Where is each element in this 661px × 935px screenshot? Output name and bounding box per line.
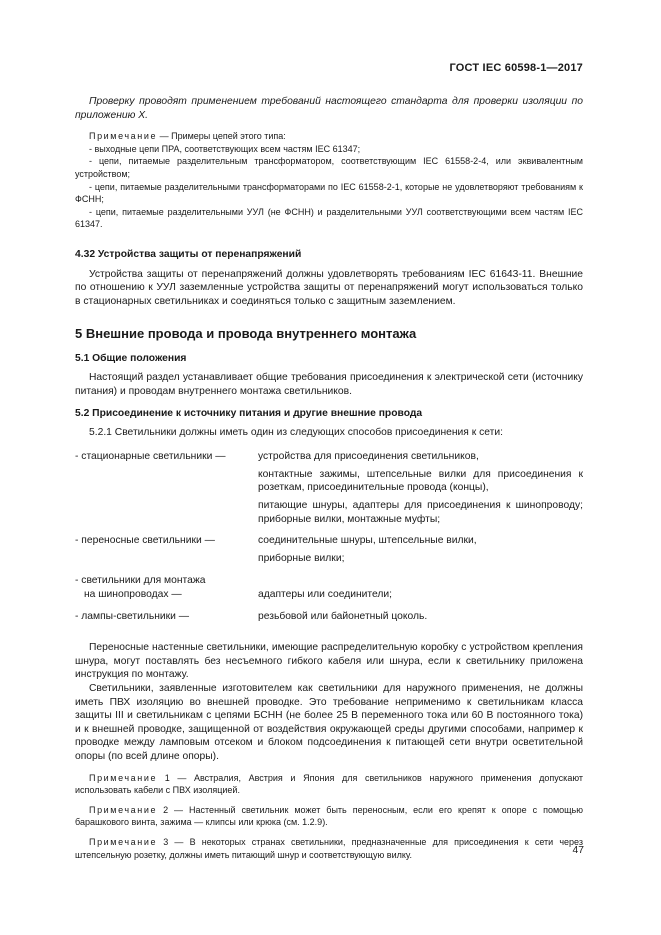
- note-item: - выходные цепи ПРА, соответствующих всем частям IEC 61347;: [89, 143, 361, 154]
- note-text: — Австралия, Австрия и Япония для светильников наружного применения допускают использовать кабели с ПВХ изоляцией.: [75, 772, 583, 796]
- page-number: 47: [572, 845, 584, 856]
- note-number: 2: [157, 804, 169, 815]
- list-item-definition: [258, 534, 583, 565]
- definition-line: приборные вилки;: [258, 552, 345, 564]
- document-id: ГОСТ IEC 60598-1—2017: [449, 62, 583, 74]
- section-5-2-1-text: 5.2.1 Светильники должны иметь один из следующих способов присоединения к сети:: [89, 426, 503, 438]
- note-label: Примечание: [89, 772, 158, 783]
- note-item: - цепи, питаемые разделительными УУЛ (не ФСНН) и разделительными УУЛ соответствующими всем частям IEC 61347.: [75, 206, 583, 230]
- list-item-term-line: на шинопроводах —: [84, 589, 182, 601]
- list-item: [75, 450, 583, 526]
- section-5-heading: 5 Внешние провода и провода внутреннего монтажа: [75, 326, 417, 342]
- list-item-term: - стационарные светильники —: [75, 451, 226, 463]
- paragraph-outdoor-luminaires: Светильники, заявленные изготовителем как светильники для наружного применения, не должны иметь ПВХ изоляцию во внешней проводке. Это требование неприменимо к светильникам класса защиты III и светильникам с цепями БСНН (не более 25 В переменного тока или 60 В постоянного тока) и к внешней проводке, защищенной от воздействия окружающей среды другими способами, например к проводке между ламповым отсеком и блоком подсоединения к питающей сети внутри осветительной опоры (по всей длине опоры).: [75, 683, 583, 762]
- section-4-32-heading: 4.32 Устройства защиты от перенапряжений: [75, 248, 302, 260]
- page-content: [75, 95, 583, 861]
- list-item: [75, 574, 583, 601]
- definition-line: резьбовой или байонетный цоколь.: [258, 610, 428, 622]
- list-item-definition: [258, 610, 583, 624]
- definition-line: соединительные шнуры, штепсельные вилки,: [258, 535, 477, 547]
- note-item: - цепи, питаемые разделительными трансформаторами по IEC 61558-2-1, которые не удовлетворяют требованиям к ФСНН;: [75, 181, 583, 205]
- list-item: [75, 534, 583, 565]
- note-text: — Настенный светильник может быть переносным, если его крепят к опоре с помощью барашкового винта, зажима — клипсы или крюка (см. 1.2.9).: [75, 804, 583, 828]
- list-item: [75, 610, 583, 624]
- list-item-term: - лампы-светильники —: [75, 610, 190, 622]
- note-item: - цепи, питаемые разделительным трансформатором, соответствующим IEC 61558-2-4, или эквивалентным устройством;: [75, 156, 583, 179]
- list-item-definition: [258, 450, 583, 526]
- intro-italic-paragraph: Проверку проводят применением требований настоящего стандарта для проверки изоляции по приложению X.: [75, 96, 583, 121]
- definition-line: контактные зажимы, штепсельные вилки для присоединения к розеткам, присоединительные провода (концы),: [258, 468, 583, 494]
- section-5-2-heading: 5.2 Присоединение к источнику питания и другие внешние провода: [75, 408, 423, 420]
- definition-line: питающие шнуры, адаптеры для присоединения к шинопроводу; приборные вилки, монтажные муфты;: [258, 500, 583, 525]
- note-number: 1: [157, 772, 170, 783]
- note-text: — Примеры цепей этого типа:: [157, 131, 286, 142]
- note-text: — В некоторых странах светильники, предназначенные для присоединения к сети через штепсельную розетку, должны иметь питающий шнур и соответствующую вилку.: [75, 836, 583, 860]
- note-number: 3: [157, 836, 169, 847]
- note-2: [75, 804, 583, 829]
- list-item-definition: [258, 574, 583, 601]
- list-item-term: [75, 574, 258, 601]
- definition-line: устройства для присоединения светильников,: [258, 451, 479, 463]
- list-item-term: - переносные светильники —: [75, 535, 215, 547]
- section-5-1-text: Настоящий раздел устанавливает общие требования присоединения к электрической сети (источнику питания) и проводам внутреннего монтажа светильников.: [75, 371, 583, 397]
- note-label: Примечание: [89, 131, 158, 142]
- paragraph-portable-luminaires: Переносные настенные светильники, имеющие распределительную коробку с устройством крепления шнура, могут поставлять без несъемного гибкого кабеля или шнура, если к светильнику приложена инструкция по монтажу.: [75, 642, 583, 681]
- definition-line: адаптеры или соединители;: [258, 589, 393, 601]
- section-4-32-text: Устройства защиты от перенапряжений должны удовлетворять требованиям IEC 61643-11. Внешние по отношению к УУЛ заземленные устройства защиты от перенапряжений могут использоваться только в стационарных светильниках и соединяться только с защитным заземлением.: [75, 268, 583, 307]
- list-item-term-line: - светильники для монтажа: [75, 575, 206, 587]
- note-label: Примечание: [89, 804, 158, 815]
- note-3: [75, 836, 583, 861]
- connection-methods-list: [75, 450, 583, 623]
- intro-note: [75, 130, 583, 143]
- note-1: [75, 772, 583, 797]
- section-5-1-heading: 5.1 Общие положения: [75, 353, 187, 365]
- note-label: Примечание: [89, 836, 158, 847]
